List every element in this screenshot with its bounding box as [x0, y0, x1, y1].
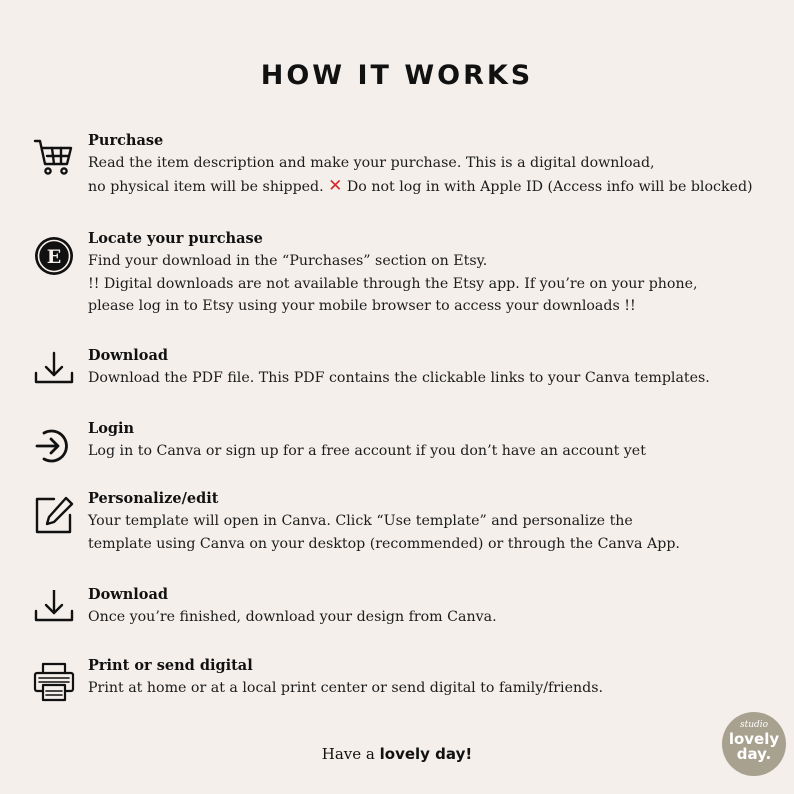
step-heading: Download — [88, 347, 168, 364]
step-text-line: Your template will open in Canva. Click “Use template” and personalize the — [88, 513, 633, 529]
footer-tagline: Have a lovely day! — [321, 745, 473, 763]
studio-lovely-day-logo: studio lovely day. — [722, 712, 786, 776]
step-text-line: please log in to Etsy using your mobile browser to access your downloads !! — [88, 298, 636, 314]
step-text-line: Once you’re finished, download your design from Canva. — [88, 609, 497, 625]
step-heading: Print or send digital — [88, 657, 253, 674]
download-icon — [32, 351, 76, 395]
step-heading: Personalize/edit — [88, 490, 219, 507]
login-icon — [32, 424, 76, 468]
step-text-line: !! Digital downloads are not available through the Etsy app. If you’re on your phone, — [88, 275, 698, 292]
step-text-line: Find your download in the “Purchases” section on Etsy. — [88, 253, 488, 269]
step-text-line: template using Canva on your desktop (recommended) or through the Canva App. — [88, 535, 680, 552]
shopping-cart-icon — [32, 136, 76, 180]
etsy-logo-icon — [32, 234, 76, 278]
step-heading: Purchase — [88, 132, 164, 149]
step-heading: Locate your purchase — [88, 230, 263, 247]
edit-icon — [32, 494, 76, 538]
step-heading: Login — [88, 420, 135, 437]
download-icon — [32, 590, 76, 634]
step-text-line: no physical item will be shipped. ✕ Do not log in with Apple ID (Access info will be blocked) — [88, 175, 753, 196]
cross-mark-icon: ✕ — [328, 175, 343, 196]
step-text-line: Read the item description and make your purchase. This is a digital download, — [88, 155, 655, 171]
svg-text:E: E — [46, 246, 62, 268]
step-heading: Download — [88, 586, 168, 603]
printer-icon — [32, 661, 76, 705]
page-title: HOW IT WORKS — [260, 60, 534, 91]
step-text-line: Print at home or at a local print center or send digital to family/friends. — [88, 680, 603, 696]
step-text-line: Download the PDF file. This PDF contains the clickable links to your Canva templates. — [88, 370, 710, 386]
step-text-line: Log in to Canva or sign up for a free account if you don’t have an account yet — [88, 443, 646, 459]
